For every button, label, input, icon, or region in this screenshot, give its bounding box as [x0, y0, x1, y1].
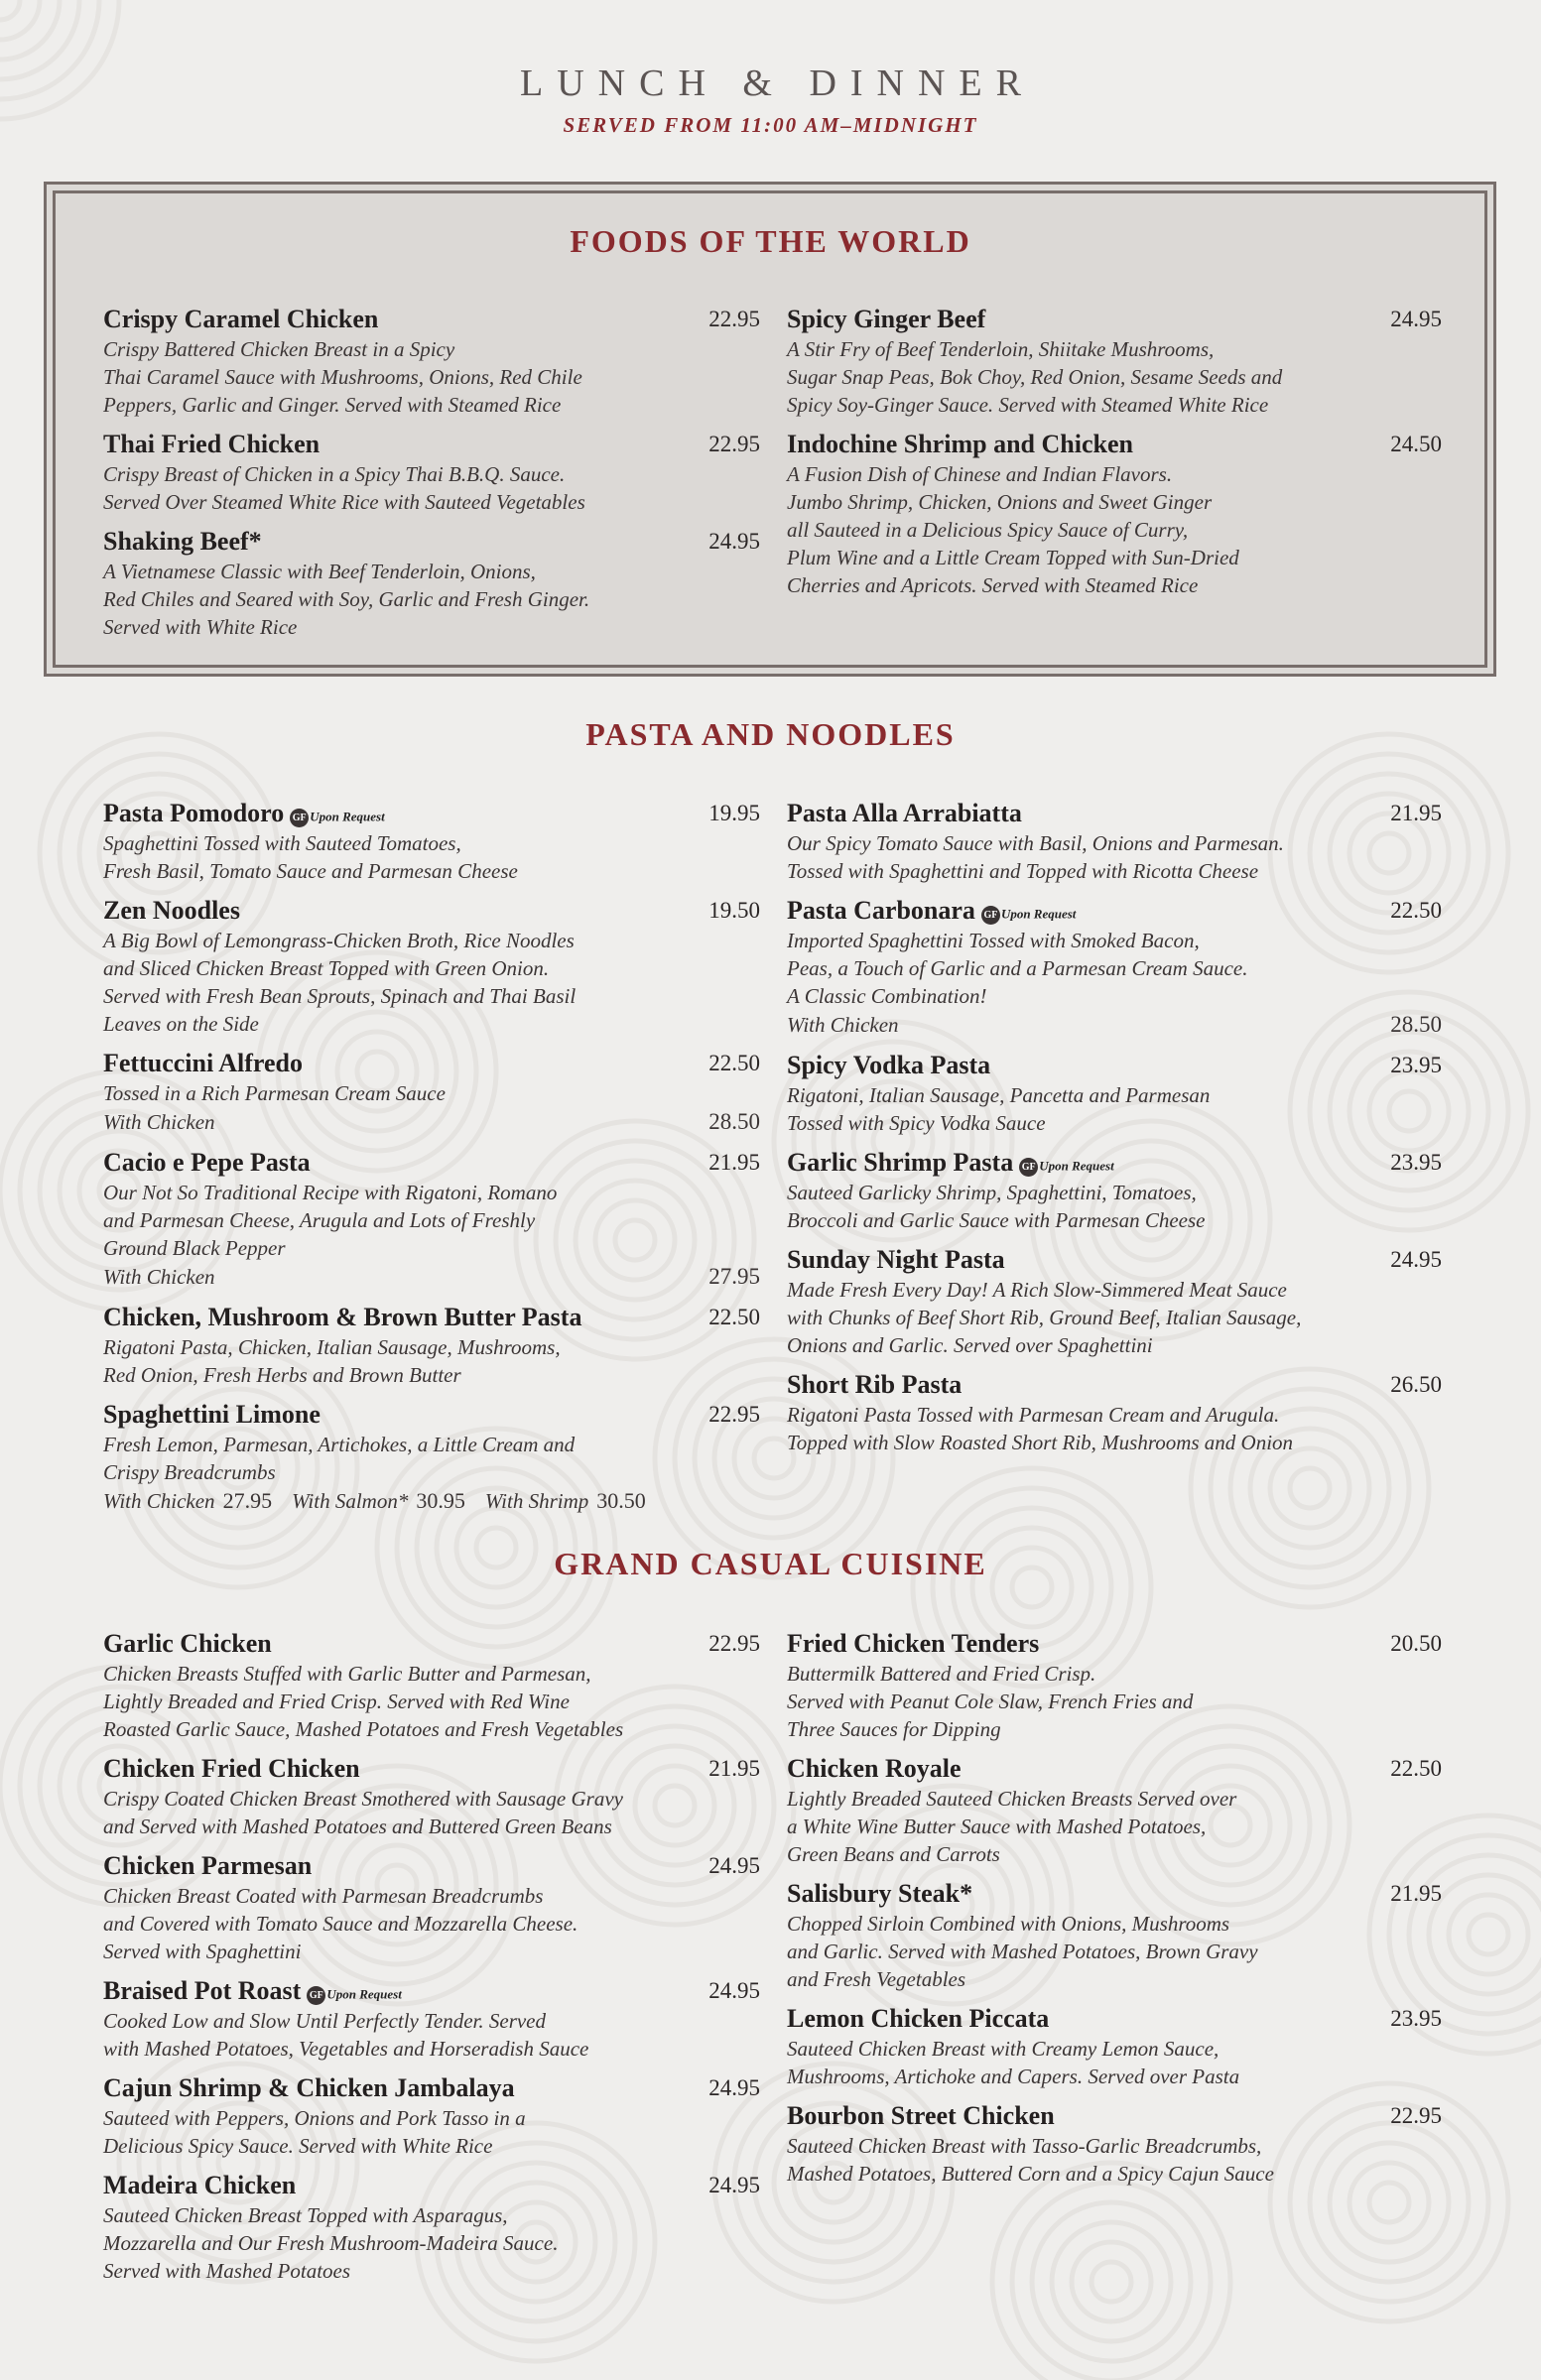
menu-item-description: Served with Mashed Potatoes: [103, 2259, 351, 2283]
menu-item-header: [787, 896, 1442, 927]
menu-item-price: 21.95: [708, 1150, 760, 1175]
menu-item-description: Broccoli and Garlic Sauce with Parmesan Cheese: [787, 1208, 1206, 1232]
menu-item-price: 20.50: [1390, 1631, 1442, 1656]
menu-item-name: Fried Chicken Tenders: [787, 1629, 1040, 1658]
menu-item-header: [787, 1629, 1442, 1660]
menu-item-name: Chicken, Mushroom & Brown Butter Pasta: [103, 1303, 582, 1331]
menu-item-description: Our Not So Traditional Recipe with Rigatoni, Romano: [103, 1181, 558, 1204]
menu-item-header: [103, 1976, 760, 2007]
menu-item-price: 22.50: [708, 1051, 760, 1075]
menu-item-price: 24.95: [708, 2075, 760, 2100]
menu-item: [787, 1148, 1442, 1234]
gluten-free-icon: GF: [1019, 1158, 1038, 1177]
menu-item: [787, 1629, 1442, 1743]
menu-item-name: Braised Pot Roast: [103, 1976, 302, 2005]
menu-item-price: 24.95: [708, 1853, 760, 1878]
addon-price: 28.50: [708, 1109, 760, 1134]
menu-item-description: Sauteed Garlicky Shrimp, Spaghettini, Tomatoes,: [787, 1181, 1197, 1204]
menu-item-description: Crispy Breast of Chicken in a Spicy Thai B.B.Q. Sauce.: [103, 462, 566, 486]
menu-item: [103, 896, 760, 1038]
addon-label: With Chicken: [103, 1265, 215, 1289]
menu-item-header: [787, 799, 1442, 829]
menu-item-header: [103, 1754, 760, 1785]
menu-item-header: [103, 896, 760, 927]
option-label: With Salmon*: [292, 1489, 409, 1513]
menu-item-description: Tossed with Spaghettini and Topped with Ricotta Cheese: [787, 859, 1259, 883]
menu-item-name: Indochine Shrimp and Chicken: [787, 430, 1133, 458]
menu-item-description: Delicious Spicy Sauce. Served with White Rice: [103, 2134, 493, 2158]
menu-item: [103, 1049, 760, 1137]
menu-item-header: [103, 1400, 760, 1431]
foods-of-the-world-right-column: [787, 305, 1442, 610]
menu-item-description: Tossed with Spicy Vodka Sauce: [787, 1111, 1046, 1135]
menu-item: [103, 1754, 760, 1840]
menu-item-header: [787, 1879, 1442, 1910]
menu-item-header: [103, 527, 760, 558]
menu-item-description: a White Wine Butter Sauce with Mashed Potatoes,: [787, 1815, 1207, 1838]
menu-item: [787, 2004, 1442, 2090]
menu-item-name: Spicy Vodka Pasta: [787, 1051, 991, 1079]
menu-item-header: [103, 2171, 760, 2201]
menu-item-description: Plum Wine and a Little Cream Topped with Sun-Dried: [787, 546, 1239, 569]
menu-item-name: Spicy Ginger Beef: [787, 305, 986, 333]
menu-item-header: [787, 430, 1442, 460]
menu-item: [103, 1303, 760, 1389]
menu-item-description: Three Sauces for Dipping: [787, 1717, 1001, 1741]
menu-item-header: [103, 305, 760, 335]
menu-item-header: [787, 1370, 1442, 1401]
menu-item: [103, 1851, 760, 1965]
menu-item: [103, 430, 760, 516]
menu-item-price: 23.95: [1390, 1150, 1442, 1175]
menu-item-description: Thai Caramel Sauce with Mushrooms, Onions, Red Chile: [103, 365, 582, 389]
menu-item-price: 24.95: [1390, 307, 1442, 331]
gluten-free-label: Upon Request: [310, 809, 385, 824]
menu-item-price: 24.95: [708, 1978, 760, 2003]
menu-item-description: Tossed in a Rich Parmesan Cream Sauce: [103, 1081, 446, 1105]
menu-item-price: 24.95: [708, 2173, 760, 2197]
menu-item-description: Served with Peanut Cole Slaw, French Fries and: [787, 1690, 1194, 1713]
menu-item-description: Fresh Basil, Tomato Sauce and Parmesan Cheese: [103, 859, 518, 883]
grand-casual-right-column: [787, 1629, 1442, 2198]
menu-item-description: Served Over Steamed White Rice with Sauteed Vegetables: [103, 490, 585, 514]
menu-item-description: Topped with Slow Roasted Short Rib, Mushrooms and Onion: [787, 1431, 1294, 1454]
menu-item-description: and Fresh Vegetables: [787, 1967, 966, 1991]
menu-item-description: A Stir Fry of Beef Tenderloin, Shiitake Mushrooms,: [787, 337, 1215, 361]
menu-item-name: Pasta Alla Arrabiatta: [787, 799, 1022, 827]
menu-item-name: Madeira Chicken: [103, 2171, 297, 2199]
menu-item-description: and Covered with Tomato Sauce and Mozzarella Cheese.: [103, 1912, 578, 1936]
menu-item: [103, 2073, 760, 2160]
menu-item-description: Jumbo Shrimp, Chicken, Onions and Sweet Ginger: [787, 490, 1213, 514]
section-title-grand-casual-cuisine: GRAND CASUAL CUISINE: [554, 1546, 987, 1581]
menu-item-header: [787, 1754, 1442, 1785]
menu-item: [103, 1976, 760, 2063]
menu-item-description: Rigatoni Pasta, Chicken, Italian Sausage, Mushrooms,: [103, 1335, 561, 1359]
menu-item-description: Sugar Snap Peas, Bok Choy, Red Onion, Sesame Seeds and: [787, 365, 1283, 389]
menu-item-name: Chicken Parmesan: [103, 1851, 313, 1880]
menu-item-price: 24.50: [1390, 432, 1442, 456]
grand-casual-left-column: [103, 1629, 760, 2296]
menu-item: [787, 430, 1442, 599]
menu-item-description: Cherries and Apricots. Served with Steamed Rice: [787, 573, 1199, 597]
menu-item: [103, 799, 760, 885]
menu-item-description: with Chunks of Beef Short Rib, Ground Beef, Italian Sausage,: [787, 1306, 1302, 1329]
gluten-free-label: Upon Request: [326, 1986, 402, 2002]
menu-item-header: [103, 1049, 760, 1079]
gluten-free-note: [1019, 1158, 1113, 1177]
addon-label: With Chicken: [103, 1110, 215, 1134]
menu-item: [787, 1370, 1442, 1456]
menu-item-header: [787, 1051, 1442, 1081]
menu-item-description: Red Chiles and Seared with Soy, Garlic and Fresh Ginger.: [103, 587, 590, 611]
gluten-free-note: [981, 906, 1076, 925]
menu-item-price: 21.95: [1390, 801, 1442, 825]
menu-item-description: Leaves on the Side: [103, 1012, 259, 1036]
menu-item-price: 24.95: [1390, 1247, 1442, 1272]
menu-item-description: and Parmesan Cheese, Arugula and Lots of Freshly: [103, 1208, 536, 1232]
menu-item-description: A Classic Combination!: [787, 984, 987, 1008]
menu-item: [103, 1400, 760, 1516]
menu-item-addon: [103, 1107, 760, 1137]
menu-item-name: Zen Noodles: [103, 896, 240, 925]
menu-item-description: Red Onion, Fresh Herbs and Brown Butter: [103, 1363, 461, 1387]
menu-item-description: Ground Black Pepper: [103, 1236, 286, 1260]
menu-item-header: [103, 430, 760, 460]
menu-item-description: Peppers, Garlic and Ginger. Served with Steamed Rice: [103, 393, 562, 417]
section-title-foods-of-the-world: FOODS OF THE WORLD: [570, 223, 971, 259]
menu-item-description: and Garlic. Served with Mashed Potatoes, Brown Gravy: [787, 1940, 1258, 1963]
menu-item-description: all Sauteed in a Delicious Spicy Sauce of Curry,: [787, 518, 1189, 542]
menu-item-name: Chicken Fried Chicken: [103, 1754, 360, 1783]
menu-item-price: 24.95: [708, 529, 760, 554]
menu-item: [787, 1051, 1442, 1137]
menu-item-description: Green Beans and Carrots: [787, 1842, 1000, 1866]
menu-item-description: Crispy Battered Chicken Breast in a Spicy: [103, 337, 455, 361]
menu-item-description: Rigatoni Pasta Tossed with Parmesan Cream and Arugula.: [787, 1403, 1280, 1427]
menu-item-price: 22.50: [1390, 898, 1442, 923]
gluten-free-icon: GF: [307, 1986, 325, 2005]
menu-item-price: 22.50: [1390, 1756, 1442, 1781]
menu-item-price: 22.95: [1390, 2103, 1442, 2128]
menu-item: [787, 305, 1442, 419]
menu-item-header: [103, 2073, 760, 2104]
menu-item-name: Garlic Shrimp Pasta: [787, 1148, 1014, 1177]
menu-item-price: 22.50: [708, 1305, 760, 1329]
menu-item-description: Mozzarella and Our Fresh Mushroom-Madeira Sauce.: [103, 2231, 559, 2255]
foods-of-the-world-left-column: [103, 305, 760, 652]
menu-item-header: [103, 1303, 760, 1333]
menu-item-description: Peas, a Touch of Garlic and a Parmesan Cream Sauce.: [787, 956, 1248, 980]
menu-item-description: and Sliced Chicken Breast Topped with Green Onion.: [103, 956, 550, 980]
menu-item-description: Served with Spaghettini: [103, 1940, 302, 1963]
menu-item: [103, 1148, 760, 1292]
menu-item-description: Sauteed with Peppers, Onions and Pork Tasso in a: [103, 2106, 526, 2130]
menu-item-description: Spicy Soy-Ginger Sauce. Served with Steamed White Rice: [787, 393, 1269, 417]
menu-item-description: Chicken Breast Coated with Parmesan Breadcrumbs: [103, 1884, 544, 1908]
menu-item-name: Spaghettini Limone: [103, 1400, 321, 1429]
pasta-right-column: [787, 799, 1442, 1467]
menu-item: [787, 1754, 1442, 1868]
menu-item-name: Cacio e Pepe Pasta: [103, 1148, 311, 1177]
menu-item-description: Imported Spaghettini Tossed with Smoked Bacon,: [787, 929, 1200, 952]
menu-item-price: 19.50: [708, 898, 760, 923]
menu-item-addon: [103, 1262, 760, 1292]
addon-price: 28.50: [1390, 1012, 1442, 1037]
menu-item-price: 21.95: [1390, 1881, 1442, 1906]
menu-item-description: Made Fresh Every Day! A Rich Slow-Simmered Meat Sauce: [787, 1278, 1287, 1302]
menu-item-description: Lightly Breaded and Fried Crisp. Served with Red Wine: [103, 1690, 570, 1713]
menu-item-name: Chicken Royale: [787, 1754, 962, 1783]
menu-item-description: Crispy Coated Chicken Breast Smothered with Sausage Gravy: [103, 1787, 623, 1811]
menu-item-description: A Vietnamese Classic with Beef Tenderloin, Onions,: [103, 560, 536, 583]
option-price: 30.50: [596, 1488, 646, 1513]
menu-item-price: 22.95: [708, 1631, 760, 1656]
menu-item-header: [103, 1851, 760, 1882]
menu-item: [103, 305, 760, 419]
menu-item-name: Shaking Beef*: [103, 527, 262, 556]
addon-price: 27.95: [708, 1264, 760, 1289]
menu-item: [787, 799, 1442, 885]
option-label: With Shrimp: [484, 1489, 589, 1513]
menu-item-price: 23.95: [1390, 1053, 1442, 1077]
menu-item-header: [103, 1148, 760, 1179]
menu-item-description: A Fusion Dish of Chinese and Indian Flavors.: [787, 462, 1173, 486]
menu-item: [103, 2171, 760, 2285]
section-title-pasta-and-noodles: PASTA AND NOODLES: [585, 716, 956, 752]
menu-item-name: Pasta Pomodoro: [103, 799, 285, 827]
menu-item-price: 22.95: [708, 307, 760, 331]
menu-item-name: Pasta Carbonara: [787, 896, 975, 925]
menu-item: [787, 896, 1442, 1040]
menu-item-name: Bourbon Street Chicken: [787, 2101, 1055, 2130]
menu-item-description: Spaghettini Tossed with Sauteed Tomatoes,: [103, 831, 461, 855]
menu-item-header: [787, 2101, 1442, 2132]
menu-item-description: Served with Fresh Bean Sprouts, Spinach and Thai Basil: [103, 984, 577, 1008]
menu-item-name: Lemon Chicken Piccata: [787, 2004, 1050, 2033]
menu-item-description: and Served with Mashed Potatoes and Buttered Green Beans: [103, 1815, 612, 1838]
page-title: LUNCH & DINNER: [520, 63, 1035, 104]
menu-item-price: 23.95: [1390, 2006, 1442, 2031]
menu-item: [787, 2101, 1442, 2188]
addon-label: With Chicken: [787, 1013, 899, 1037]
menu-item-description: Crispy Breadcrumbs: [103, 1460, 276, 1484]
gluten-free-icon: GF: [290, 809, 309, 827]
menu-item-description: Buttermilk Battered and Fried Crisp.: [787, 1662, 1096, 1686]
menu-item-addon: [787, 1010, 1442, 1040]
menu-item-description: Sauteed Chicken Breast with Creamy Lemon Sauce,: [787, 2037, 1220, 2061]
menu-item-header: [787, 1148, 1442, 1179]
menu-item-description: Our Spicy Tomato Sauce with Basil, Onions and Parmesan.: [787, 831, 1284, 855]
menu-header: [0, 62, 1541, 138]
gluten-free-icon: GF: [981, 906, 1000, 925]
menu-item-name: Cajun Shrimp & Chicken Jambalaya: [103, 2073, 515, 2102]
option-price: 30.95: [416, 1488, 465, 1513]
menu-item-name: Sunday Night Pasta: [787, 1245, 1005, 1274]
menu-item-price: 21.95: [708, 1756, 760, 1781]
menu-item-description: Lightly Breaded Sauteed Chicken Breasts Served over: [787, 1787, 1237, 1811]
menu-item: [103, 527, 760, 641]
menu-item-price: 22.95: [708, 1402, 760, 1427]
option-label: With Chicken: [103, 1489, 215, 1513]
menu-item-options: [103, 1486, 760, 1516]
menu-item-description: with Mashed Potatoes, Vegetables and Horseradish Sauce: [103, 2037, 589, 2061]
menu-item-header: [787, 2004, 1442, 2035]
menu-item: [787, 1245, 1442, 1359]
menu-item-price: 22.95: [708, 432, 760, 456]
menu-item-header: [787, 305, 1442, 335]
menu-item-name: Salisbury Steak*: [787, 1879, 973, 1908]
menu-item-description: Onions and Garlic. Served over Spaghettini: [787, 1333, 1153, 1357]
menu-item: [787, 1879, 1442, 1993]
pasta-left-column: [103, 799, 760, 1527]
menu-item-header: [103, 799, 760, 829]
menu-item-name: Crispy Caramel Chicken: [103, 305, 379, 333]
menu-item-description: Sauteed Chicken Breast with Tasso-Garlic Breadcrumbs,: [787, 2134, 1262, 2158]
menu-item-description: Roasted Garlic Sauce, Mashed Potatoes and Fresh Vegetables: [103, 1717, 624, 1741]
menu-item-name: Short Rib Pasta: [787, 1370, 963, 1399]
menu-item-price: 19.95: [708, 801, 760, 825]
menu-item-description: Sauteed Chicken Breast Topped with Asparagus,: [103, 2203, 508, 2227]
gluten-free-note: [307, 1986, 401, 2005]
menu-item-name: Thai Fried Chicken: [103, 430, 321, 458]
menu-item-description: Mashed Potatoes, Buttered Corn and a Spicy Cajun Sauce: [787, 2162, 1274, 2186]
menu-item-description: Chopped Sirloin Combined with Onions, Mushrooms: [787, 1912, 1230, 1936]
menu-item-price: 26.50: [1390, 1372, 1442, 1397]
menu-item-description: Rigatoni, Italian Sausage, Pancetta and Parmesan: [787, 1083, 1211, 1107]
menu-item-name: Garlic Chicken: [103, 1629, 272, 1658]
service-hours: SERVED FROM 11:00 AM–MIDNIGHT: [563, 113, 978, 137]
menu-item: [103, 1629, 760, 1743]
menu-item-header: [103, 1629, 760, 1660]
gluten-free-label: Upon Request: [1000, 906, 1077, 922]
gluten-free-note: [290, 809, 384, 827]
menu-item-description: Mushrooms, Artichoke and Capers. Served over Pasta: [787, 2065, 1240, 2088]
menu-item-description: Chicken Breasts Stuffed with Garlic Butter and Parmesan,: [103, 1662, 591, 1686]
option-price: 27.95: [222, 1488, 273, 1513]
menu-item-name: Fettuccini Alfredo: [103, 1049, 303, 1077]
menu-item-description: Cooked Low and Slow Until Perfectly Tender. Served: [103, 2009, 547, 2033]
menu-item-description: Served with White Rice: [103, 615, 298, 639]
menu-item-description: Fresh Lemon, Parmesan, Artichokes, a Little Cream and: [103, 1433, 576, 1456]
menu-item-description: A Big Bowl of Lemongrass-Chicken Broth, Rice Noodles: [103, 929, 575, 952]
gluten-free-label: Upon Request: [1039, 1158, 1114, 1174]
menu-item-header: [787, 1245, 1442, 1276]
